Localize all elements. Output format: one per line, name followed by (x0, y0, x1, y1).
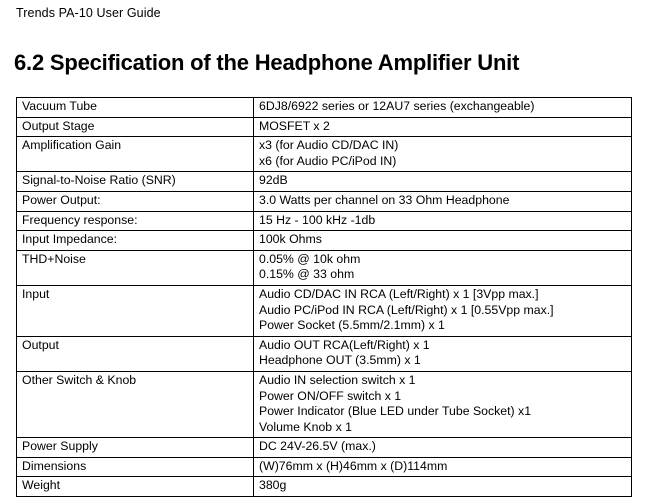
spec-value-line: Power ON/OFF switch x 1 (259, 388, 402, 403)
spec-value-line: Audio IN selection switch x 1 (259, 372, 416, 387)
table-row (17, 250, 632, 285)
spec-value-line: 3.0 Watts per channel on 33 Ohm Headphone (259, 192, 510, 207)
spec-value-line: DC 24V-26.5V (max.) (259, 439, 376, 454)
table-row (17, 231, 632, 251)
running-head: Trends PA-10 User Guide (16, 6, 161, 20)
specification-table (16, 97, 632, 497)
spec-value-cell (254, 457, 632, 477)
spec-value-cell (254, 172, 632, 192)
spec-label-cell: Amplification Gain (17, 137, 254, 172)
spec-value-cell (254, 117, 632, 137)
spec-value-line: x3 (for Audio CD/DAC IN) (259, 138, 399, 153)
spec-value-line: 92dB (259, 173, 288, 188)
spec-value-cell (254, 137, 632, 172)
spec-value-line: Power Socket (5.5mm/2.1mm) x 1 (259, 318, 445, 333)
spec-value-cell (254, 477, 632, 497)
spec-value-cell (254, 438, 632, 458)
spec-value-line: (W)76mm x (H)46mm x (D)114mm (259, 458, 448, 473)
spec-label-cell: Vacuum Tube (17, 98, 254, 118)
spec-label-cell: Weight (17, 477, 254, 497)
spec-value-cell (254, 250, 632, 285)
table-row (17, 371, 632, 437)
table-row (17, 211, 632, 231)
table-row (17, 137, 632, 172)
spec-value-cell (254, 371, 632, 437)
spec-value-line: 6DJ8/6922 series or 12AU7 series (exchangeable) (259, 99, 535, 113)
spec-value-cell (254, 191, 632, 211)
spec-label-cell: Output (17, 336, 254, 371)
spec-value-line: Audio CD/DAC IN RCA (Left/Right) x 1 [3Vpp max.] (259, 286, 539, 301)
table-row (17, 438, 632, 458)
spec-value-cell (254, 336, 632, 371)
spec-label-cell: Other Switch & Knob (17, 371, 254, 437)
table-row (17, 191, 632, 211)
spec-label-cell: Power Supply (17, 438, 254, 458)
spec-label-cell: Input (17, 285, 254, 336)
spec-value-line: Headphone OUT (3.5mm) x 1 (259, 353, 421, 368)
table-row (17, 285, 632, 336)
spec-value-line: 100k Ohms (259, 232, 322, 247)
spec-value-line: Power Indicator (Blue LED under Tube Socket) x1 (259, 404, 532, 419)
spec-value-line: Audio OUT RCA(Left/Right) x 1 (259, 337, 430, 352)
spec-value-line: 0.15% @ 33 ohm (259, 267, 355, 282)
spec-value-line: 0.05% @ 10k ohm (259, 251, 361, 266)
spec-label-cell: Signal-to-Noise Ratio (SNR) (17, 172, 254, 192)
table-row (17, 477, 632, 497)
spec-value-line: 15 Hz - 100 kHz -1db (259, 212, 376, 227)
spec-label-cell: Frequency response: (17, 211, 254, 231)
table-row (17, 98, 632, 118)
spec-label-cell: Input Impedance: (17, 231, 254, 251)
spec-value-cell (254, 231, 632, 251)
table-row (17, 336, 632, 371)
spec-value-line: 380g (259, 478, 287, 493)
table-row (17, 117, 632, 137)
spec-value-line: MOSFET x 2 (259, 118, 330, 133)
spec-value-cell (254, 98, 632, 118)
spec-value-cell (254, 211, 632, 231)
spec-value-cell (254, 285, 632, 336)
specification-table-body (17, 98, 632, 497)
spec-label-cell: Output Stage (17, 117, 254, 137)
spec-label-cell: Power Output: (17, 191, 254, 211)
spec-value-line: Audio PC/iPod IN RCA (Left/Right) x 1 [0.55Vpp max.] (259, 302, 554, 317)
spec-value-line: x6 (for Audio PC/iPod IN) (259, 153, 397, 168)
page-title: 6.2 Specification of the Headphone Amplifier Unit (14, 50, 520, 75)
spec-value-line: Volume Knob x 1 (259, 419, 352, 434)
table-row (17, 172, 632, 192)
spec-label-cell: THD+Noise (17, 250, 254, 285)
table-row (17, 457, 632, 477)
spec-label-cell: Dimensions (17, 457, 254, 477)
